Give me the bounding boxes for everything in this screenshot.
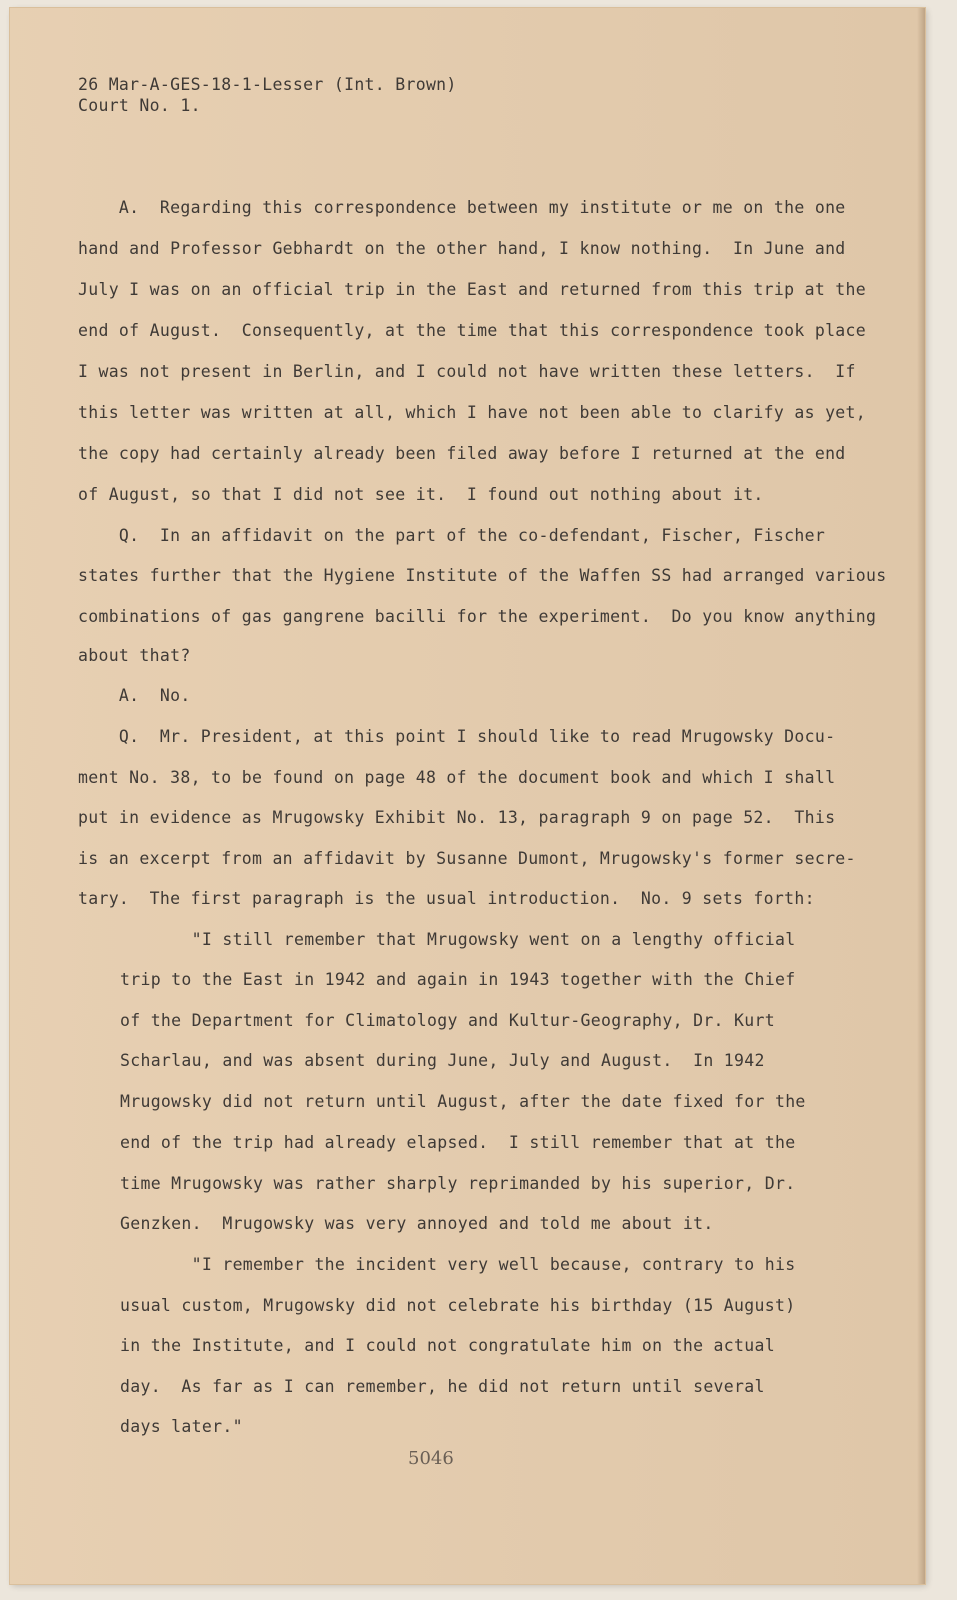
body-line: about that? [78, 646, 191, 665]
quote-line: usual custom, Mrugowsky did not celebrate his birthday (15 August) [120, 1296, 796, 1315]
body-line: Q. In an affidavit on the part of the co-defendant, Fischer, Fischer [78, 526, 826, 545]
body-line: end of August. Consequently, at the time that this correspondence took place [78, 321, 867, 340]
body-line: the copy had certainly already been filed away before I returned at the end [78, 444, 846, 463]
body-line: A. No. [78, 686, 191, 705]
body-line: tary. The first paragraph is the usual introduction. No. 9 sets forth: [78, 889, 815, 908]
quote-line: of the Department for Climatology and Kultur-Geography, Dr. Kurt [120, 1011, 775, 1030]
quote-line: "I remember the incident very well because, contrary to his [120, 1255, 796, 1274]
body-line: put in evidence as Mrugowsky Exhibit No. 13, paragraph 9 on page 52. This [78, 808, 836, 827]
quote-line: day. As far as I can remember, he did not return until several [120, 1377, 765, 1396]
body-line: of August, so that I did not see it. I found out nothing about it. [78, 485, 764, 504]
body-line: hand and Professor Gebhardt on the other hand, I know nothing. In June and [78, 239, 846, 258]
body-line: I was not present in Berlin, and I could not have written these letters. If [78, 362, 856, 381]
body-line: this letter was written at all, which I have not been able to clarify as yet, [78, 403, 867, 422]
body-line: Q. Mr. President, at this point I should like to read Mrugowsky Docu- [78, 727, 836, 746]
header-court-line: Court No. 1. [78, 96, 201, 115]
page-edge-shadow [917, 8, 925, 1584]
body-line: ment No. 38, to be found on page 48 of the document book and which I shall [78, 768, 836, 787]
quote-line: Scharlau, and was absent during June, July and August. In 1942 [120, 1051, 765, 1070]
body-line: states further that the Hygiene Institute of the Waffen SS had arranged various [78, 566, 887, 585]
quote-line: end of the trip had already elapsed. I still remember that at the [120, 1133, 796, 1152]
page-number: 5046 [408, 1448, 454, 1469]
quote-line: Genzken. Mrugowsky was very annoyed and told me about it. [120, 1214, 714, 1233]
body-line: July I was on an official trip in the East and returned from this trip at the [78, 280, 867, 299]
quote-line: days later." [120, 1417, 243, 1436]
body-line: is an excerpt from an affidavit by Susanne Dumont, Mrugowsky's former secre- [78, 849, 856, 868]
body-line: combinations of gas gangrene bacilli for the experiment. Do you know anything [78, 607, 877, 626]
quote-line: trip to the East in 1942 and again in 1943 together with the Chief [120, 970, 796, 989]
body-line: A. Regarding this correspondence between my institute or me on the one [78, 198, 846, 217]
quote-line: "I still remember that Mrugowsky went on a lengthy official [120, 930, 796, 949]
header-case-line: 26 Mar-A-GES-18-1-Lesser (Int. Brown) [78, 75, 457, 94]
quote-line: in the Institute, and I could not congratulate him on the actual [120, 1336, 775, 1355]
quote-line: Mrugowsky did not return until August, after the date fixed for the [120, 1092, 806, 1111]
quote-line: time Mrugowsky was rather sharply reprimanded by his superior, Dr. [120, 1174, 796, 1193]
